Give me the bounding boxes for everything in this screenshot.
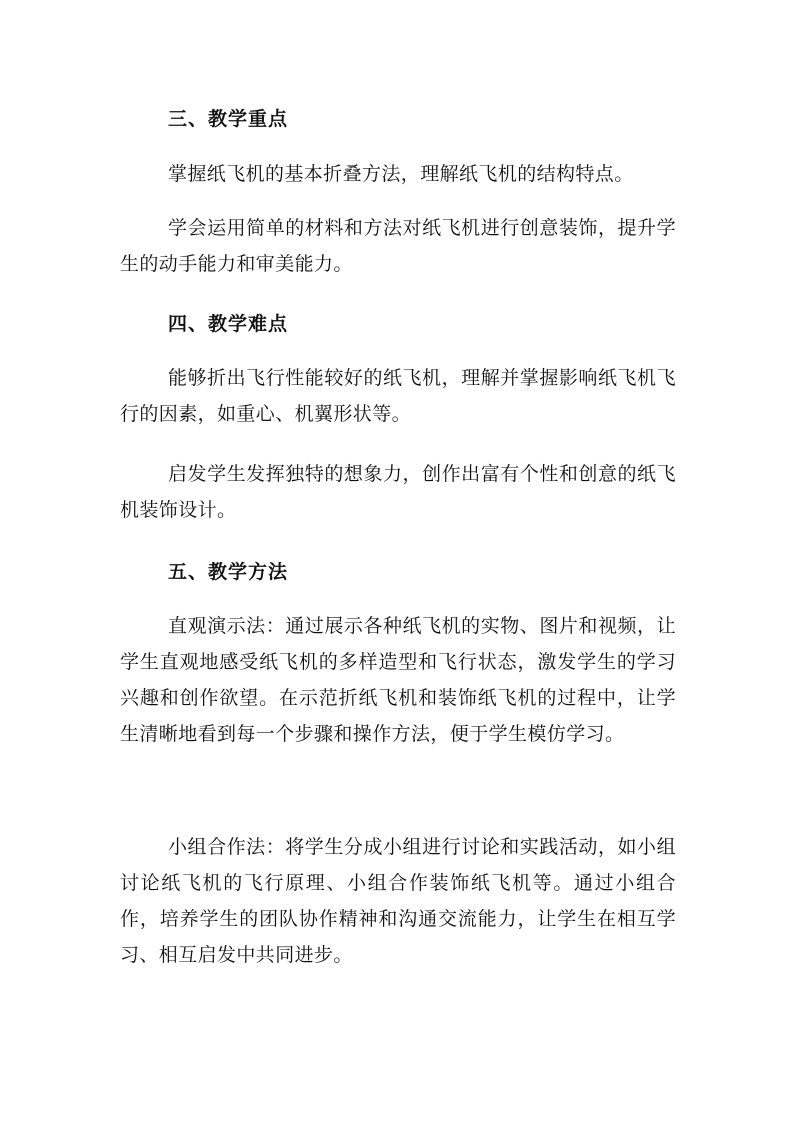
paragraph-methods-1: 直观演示法：通过展示各种纸飞机的实物、图片和视频，让学生直观地感受纸飞机的多样造型和飞行状态，激发学生的学习兴趣和创作欲望。在示范折纸飞机和装饰纸飞机的过程中，让学生清晰地看到每一个步骤和操作方法，便于学生模仿学习。	[120, 615, 676, 745]
section-heading-difficulties: 四、教学难点	[168, 313, 289, 335]
paragraph-difficulties-2: 启发学生发挥独特的想象力，创作出富有个性和创意的纸飞机装饰设计。	[120, 463, 676, 521]
paragraph-difficulties-1: 能够折出飞行性能较好的纸飞机，理解并掌握影响纸飞机飞行的因素，如重心、机翼形状等。	[120, 367, 676, 425]
paragraph-key-points-2: 学会运用简单的材料和方法对纸飞机进行创意装饰，提升学生的动手能力和审美能力。	[120, 217, 676, 275]
paragraph-methods-2: 小组合作法：将学生分成小组进行讨论和实践活动，如小组讨论纸飞机的飞行原理、小组合作装饰纸飞机等。通过小组合作，培养学生的团队协作精神和沟通交流能力，让学生在相互学习、相互启发中共同进步。	[120, 836, 676, 966]
section-heading-methods: 五、教学方法	[168, 561, 289, 583]
section-heading-key-points: 三、教学重点	[168, 108, 289, 130]
paragraph-key-points-1: 掌握纸飞机的基本折叠方法，理解纸飞机的结构特点。	[168, 163, 634, 185]
